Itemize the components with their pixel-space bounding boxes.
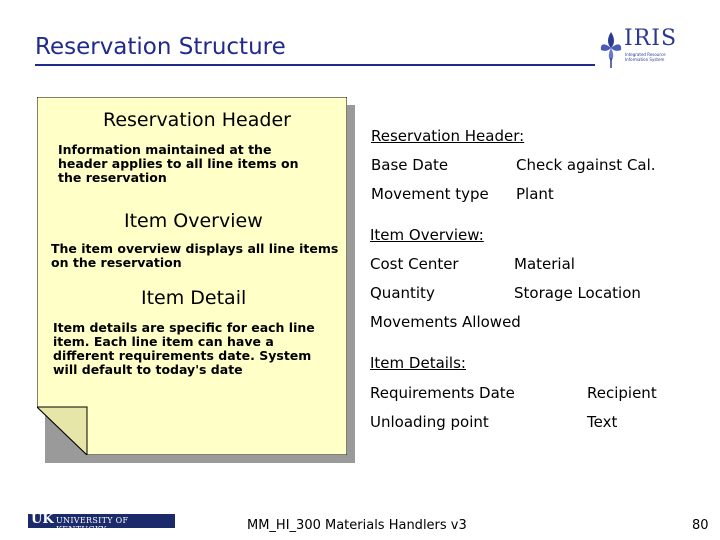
iris-flower-icon <box>598 28 624 68</box>
uk-mark: UK <box>31 512 54 527</box>
section-reservation-header <box>371 127 524 145</box>
field-movement-type: Movement type <box>371 185 489 203</box>
iris-logo <box>598 26 678 70</box>
university-name: UNIVERSITY OF KENTUCKY <box>56 516 129 534</box>
page-number: 80 <box>692 518 709 533</box>
note-header-reservation: Reservation Header <box>103 109 291 131</box>
section-item-details <box>370 354 466 372</box>
note-body-item-overview: The item overview displays all line items on the reservation <box>51 241 339 270</box>
section-label: Reservation Header <box>371 127 520 145</box>
field-text: Text <box>587 413 618 431</box>
footer-course: MM_HI_300 Materials Handlers v3 <box>247 518 467 533</box>
field-storage-location: Storage Location <box>514 284 641 302</box>
field-base-date: Base Date <box>371 156 449 174</box>
field-material: Material <box>514 255 575 273</box>
field-movements-allowed: Movements Allowed <box>370 313 521 331</box>
field-check-against-cal: Check against Cal. <box>516 156 656 174</box>
university-logo <box>28 512 175 534</box>
section-colon: : <box>478 226 484 244</box>
section-colon: : <box>460 354 466 372</box>
section-item-overview <box>370 226 484 244</box>
field-plant: Plant <box>516 185 554 203</box>
title-underline <box>35 64 595 66</box>
logo-tagline: Integrated Resource Information System <box>625 52 666 62</box>
slide-title: Reservation Structure <box>35 34 286 60</box>
note-body-item-detail: Item details are specific for each line item. Each line item can have a different requirements date. System will default to today's date <box>53 320 315 377</box>
field-requirements-date: Requirements Date <box>370 384 515 402</box>
section-colon: : <box>519 127 525 145</box>
note-header-item-overview: Item Overview <box>124 210 263 232</box>
section-label: Item Details <box>370 354 461 372</box>
sticky-note <box>37 97 347 455</box>
field-unloading-point: Unloading point <box>370 413 489 431</box>
section-label: Item Overview <box>370 226 479 244</box>
field-quantity: Quantity <box>370 284 435 302</box>
logo-wordmark: IRIS <box>624 26 678 51</box>
note-header-item-detail: Item Detail <box>141 287 247 309</box>
field-recipient: Recipient <box>587 384 657 402</box>
field-cost-center: Cost Center <box>370 255 459 273</box>
note-body-reservation: Information maintained at the header applies to all line items on the reservation <box>58 142 299 185</box>
